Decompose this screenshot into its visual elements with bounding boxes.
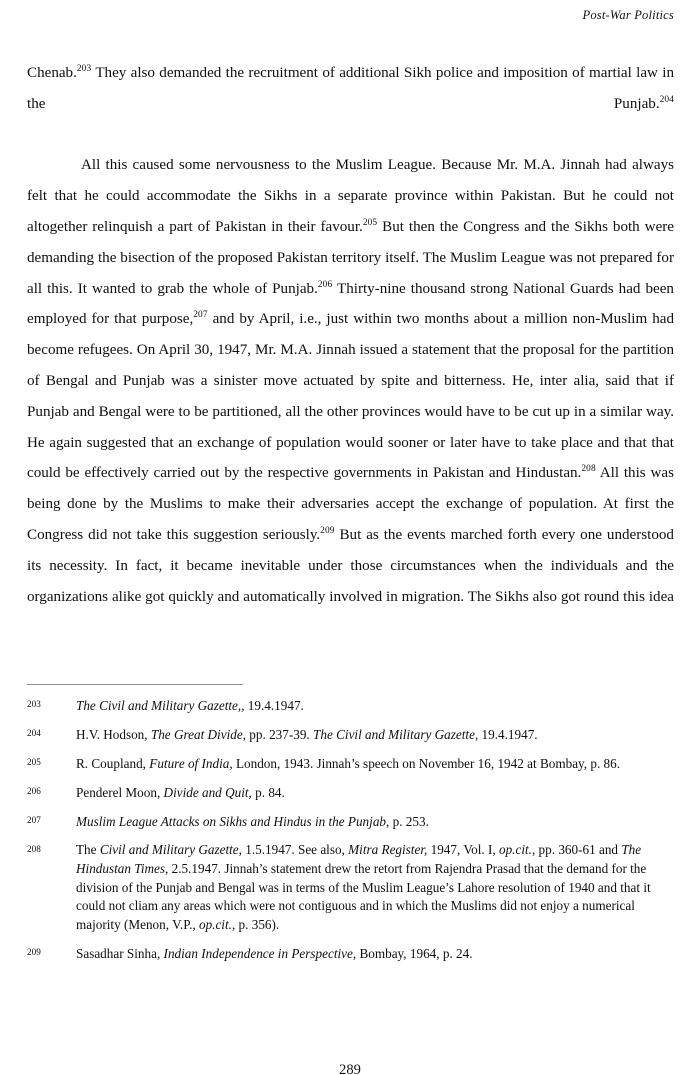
text-run: H.V. Hodson, [76, 727, 151, 743]
footnote-number: 208 [27, 844, 41, 855]
italic-run: Indian Independence in Perspective [163, 946, 353, 962]
text-run: , p. 356). [231, 916, 280, 932]
footnote-marker: 206 [317, 279, 333, 290]
text-run: 19.4.1947. [244, 698, 304, 713]
footnote-number: 207 [27, 815, 41, 826]
footnote-marker: 203 [76, 64, 92, 74]
text-run: , Bombay, 1964, p. 24. [352, 946, 473, 962]
italic-run: The Great Divide [150, 727, 243, 743]
italic-run: Divide and Quit [163, 785, 249, 801]
text-run: , p. 253. [386, 814, 429, 830]
footnote-marker: 209 [320, 525, 335, 536]
text-run: Chenab. [27, 65, 77, 81]
text-run: , 2.5.1947. Jinnah’s statement drew the retort from Rajendra Prasad that the demand for the division of the Punjab and Bengal was in terms of the Muslim League’s Lahore resolution of 1940 and that it could not cliam any areas which were not contiguous and in which the Muslims did not enjoy a numerical majority (Menon, V.P., [76, 861, 651, 932]
footnote-text [76, 783, 675, 803]
italic-run: op.cit. [498, 842, 532, 858]
footnote-marker: 204 [659, 94, 674, 105]
footnote-209 [27, 944, 675, 964]
footnote-207 [27, 812, 675, 832]
footnote-number: 204 [27, 728, 41, 739]
footnote-text [76, 841, 675, 934]
italic-run: Civil and Military Gazette [99, 842, 239, 858]
text-run: , pp. 237-39. [242, 727, 314, 743]
body-text-block [27, 58, 674, 643]
footnote-text [76, 812, 675, 832]
text-run: Sasadhar Sinha, [76, 946, 164, 962]
text-run: But then the Congress and the Sikhs both were demanding the bisection of the proposed Pakistan territory itself. The Muslim League was not prepared for all this. It wanted to grab the whole of Punjab. [27, 218, 674, 297]
text-run: They also demanded the recruitment of additional Sikh police and imposition of martial law in the Punjab. [27, 65, 674, 112]
footnote-number: 206 [27, 786, 41, 797]
italic-run: op.cit. [198, 916, 232, 932]
italic-run: Muslim League Attacks on Sikhs and Hindus in the Punjab [76, 814, 387, 830]
text-run: Penderel Moon, [76, 785, 164, 801]
text-run: , pp. 360-61 and [531, 842, 622, 858]
italic-run: The Hindustan Times [76, 842, 642, 877]
footnote-text [76, 754, 675, 774]
footnote-number: 209 [27, 947, 41, 958]
text-run: But as the events marched forth every one understood its necessity. In fact, it became inevitable under those circumstances when the individuals and the organizations alike got quickly and automatically involved in migration. The Sikhs also got round this idea [27, 526, 674, 605]
text-run: All this was being done by the Muslims to make their adversaries accept the exchange of population. At first the Congress did not take this suggestion seriously. [27, 465, 674, 543]
running-head: Post-War Politics [582, 8, 674, 22]
footnote-204 [27, 725, 675, 745]
footnote-separator-rule [27, 684, 243, 685]
para-muslim-league [27, 150, 674, 643]
page-number: 289 [339, 1062, 361, 1075]
text-run: , 1.5.1947. See also, [238, 842, 349, 858]
footnote-text [76, 944, 675, 964]
footnote-205 [27, 754, 675, 774]
text-run: Thirty-nine thousand strong National Guards had been employed for that purpose, [27, 280, 674, 328]
italic-run: The Civil and Military Gazette [313, 727, 475, 743]
text-run: All this caused some nervousness to the Muslim League. Because Mr. M.A. Jinnah had always felt that he could accommodate the Sikhs in a separate province within Pakistan. But he could not altogether relinquish a part of Pakistan in their favour. [27, 157, 674, 235]
italic-run: Future of India [149, 756, 230, 772]
footnote-203 [27, 696, 675, 716]
footnote-number: 205 [27, 757, 41, 768]
text-run: , 19.4.1947. [474, 727, 538, 743]
text-run: and by April, i.e., just within two months about a million non-Muslim had become refugees. On April 30, 1947, Mr. M.A. Jinnah issued a statement that the proposal for the partition of Bengal and Punjab was a sinister move actuated by spite and bitterness. He, inter alia, said that if Punjab and Bengal were to be partitioned, all the other provinces would have to be cut up in a similar way. He again suggested that an exchange of population would sooner or later have to take place and that that could be effectively carried out by the respective governments in Pakistan and Hindustan. [27, 311, 674, 482]
footnote-list [27, 696, 675, 964]
italic-run: Mitra Register, [348, 842, 428, 858]
footnote-marker: 207 [193, 310, 208, 321]
text-run: The [76, 842, 100, 858]
footnote-text [76, 725, 675, 745]
footnote-206 [27, 783, 675, 803]
footnote-marker: 208 [581, 464, 596, 475]
text-run: 1947, Vol. I, [427, 842, 499, 858]
text-run: R. Coupland, [76, 756, 150, 772]
footnote-text [76, 696, 675, 716]
footnote-208 [27, 841, 675, 934]
footnote-marker: 205 [362, 217, 378, 228]
para-chenab [27, 58, 674, 150]
text-run: , p. 84. [248, 785, 285, 801]
text-run: , London, 1943. Jinnah’s speech on November 16, 1942 at Bombay, p. 86. [229, 756, 621, 772]
italic-run: The Civil and Military Gazette,, [76, 698, 245, 713]
footnote-number: 203 [27, 699, 41, 709]
